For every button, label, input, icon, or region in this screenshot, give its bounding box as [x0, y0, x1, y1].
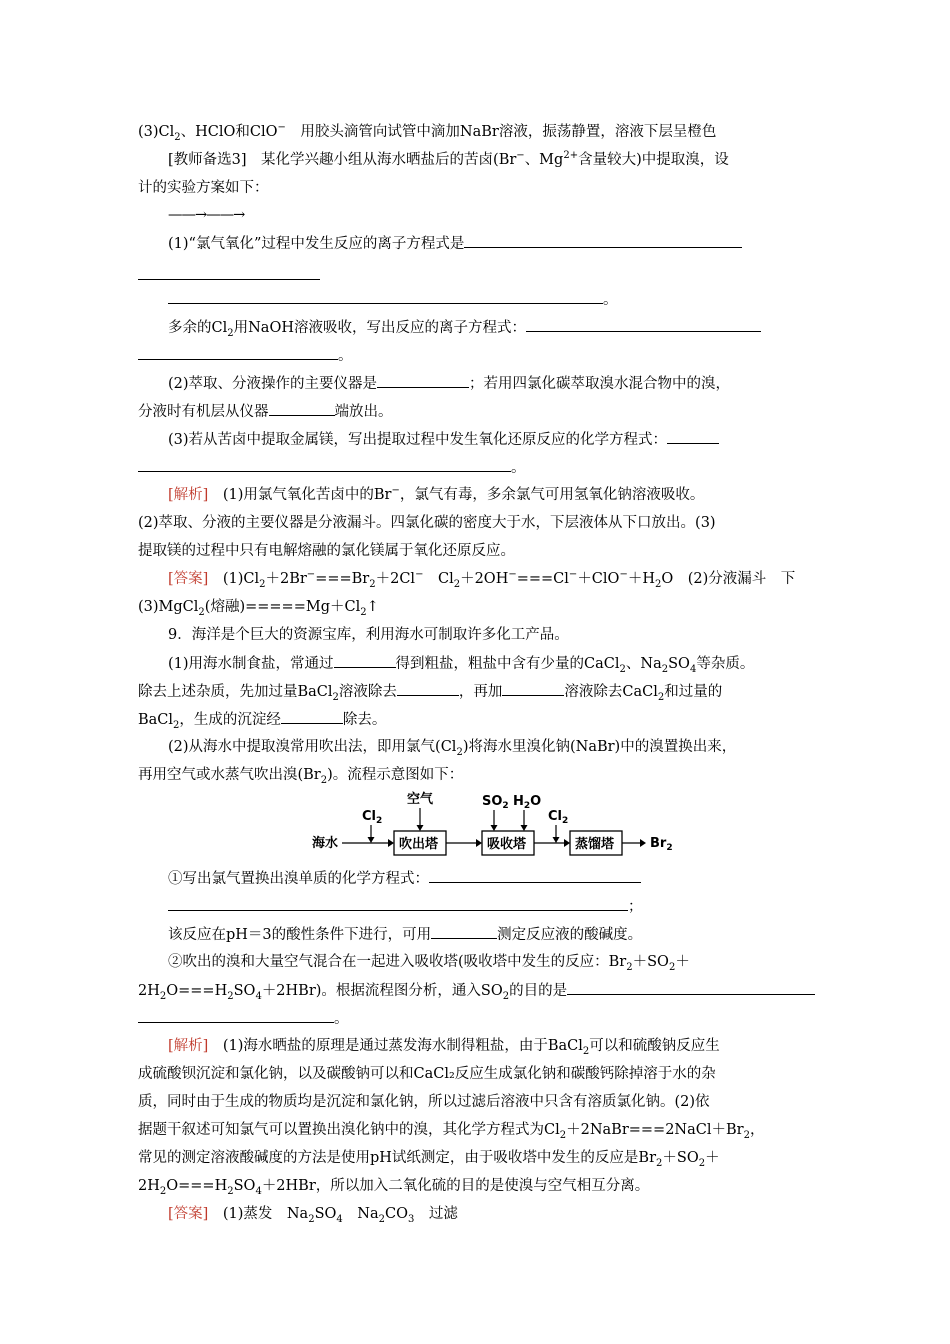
- label-cl2-second: $Cl_2$: [548, 809, 569, 826]
- question-3: (3)若从苦卤中提取金属镁，写出提取过程中发生氧化还原反应的化学方程式：: [168, 429, 719, 450]
- output-br2: $Br_2$: [650, 836, 673, 853]
- arrow-head: [368, 837, 375, 843]
- arrow-head: [417, 825, 424, 831]
- label-so2: $SO_2$: [482, 794, 509, 811]
- label-air: 空气: [407, 792, 434, 807]
- arrow-head: [521, 825, 528, 831]
- analysis-line: (2)萃取、分液的主要仪器是分液漏斗。四氯化碳的密度大于水，下层液体从下口放出。(3): [138, 515, 716, 531]
- analysis-1: [解析] (1)用氯气氧化苦卤中的Br−，氯气有毒，多余氯气可用氢氧化钠溶液吸收。: [168, 485, 705, 503]
- analysis-line: 据题干叙述可知氯气可以置换出溴化钠中的溴，其化学方程式为$Cl_2+2NaBr===2NaCl+Br_2$，: [138, 1122, 765, 1141]
- arrow-head: [564, 839, 570, 847]
- question-9-2: (2)从海水中提取溴常用吹出法，即用氯气$(Cl_2)$将海水里溴化钠(NaBr)中的溴置换出来，: [168, 739, 737, 758]
- question-1: (1)“氯气氧化”过程中发生反应的离子方程式是: [168, 233, 742, 254]
- analysis-9: [解析] (1)海水晒盐的原理是通过蒸发海水制得粗盐，由于BaCl$_2$可以和硫酸钠反应生: [168, 1038, 720, 1057]
- box1-label: 吹出塔: [399, 837, 439, 852]
- arrow-head: [476, 839, 482, 847]
- analysis-line: $2H_2O===H_2SO_4+2HBr$，所以加入二氧化硫的目的是使溴与空气相互分离。: [138, 1178, 650, 1197]
- text-line: BaCl$_2$，生成的沉淀经 除去。: [138, 709, 386, 730]
- box3-label: 蒸馏塔: [575, 837, 615, 852]
- question-stem: [教师备选3] 某化学兴趣小组从海水晒盐后的苦卤(Br−、$Mg^{2+}$含量较大)中提取溴，设: [168, 150, 729, 168]
- label-h2o: $H_2O$: [513, 794, 542, 811]
- analysis-line: 提取镁的过程中只有电解熔融的氯化镁属于氧化还原反应。: [138, 543, 515, 559]
- question-9-1: (1)用海水制食盐，常通过 得到粗盐，粗盐中含有少量的CaCl$_2$、$Na_2SO_4$等杂质。: [168, 653, 754, 674]
- arrow-head: [553, 837, 560, 843]
- arrow-head: [640, 839, 646, 847]
- answer-blank-line: 。: [168, 289, 618, 310]
- question-2: (2)萃取、分液操作的主要仪器是 ；若用四氯化碳萃取溴水混合物中的溴，: [168, 373, 730, 394]
- answer-line-3: $(3)Cl_2$、HClO和ClO− 用胶头滴管向试管中滴加NaBr溶液，振荡静置，溶液下层呈橙色: [138, 122, 717, 143]
- text-line: $2H_2O===H_2SO_4+2HBr$)。根据流程图分析，通入$SO_2$的目的是: [138, 980, 815, 1001]
- question-2b: 分液时有机层从仪器 端放出。: [138, 401, 393, 422]
- subquestion-2: ②吹出的溴和大量空气混合在一起进入吸收塔(吸收塔中发生的反应：$Br_2+SO_2+$: [168, 954, 690, 973]
- answer-9: [答案] (1)蒸发 $Na_2SO_4$ $Na_2CO_3$ 过滤: [168, 1206, 458, 1225]
- question-1b: 多余的$Cl_2$用NaOH溶液吸收，写出反应的离子方程式：: [168, 317, 761, 338]
- scheme-arrows: ——→——→: [168, 207, 245, 223]
- text-line: 计的实验方案如下：: [138, 180, 269, 196]
- answer-blank-line: 。: [138, 345, 353, 366]
- text-line: 再用空气或水蒸气吹出溴$(Br_2)$。流程示意图如下：: [138, 767, 464, 786]
- answer-blank-line: ；: [168, 896, 643, 917]
- subquestion-1: ①写出氯气置换出溴单质的化学方程式：: [168, 868, 641, 889]
- analysis-line: 成硫酸钡沉淀和氯化钠，以及碳酸钠可以和CaCl₂反应生成氯化钠和碳酸钙除掉溶于水的杂: [138, 1066, 716, 1082]
- text-line: 除去上述杂质，先加过量BaCl$_2$溶液除去 ，再加 溶液除去CaCl$_2$和过量的: [138, 681, 722, 702]
- input-seawater: 海水: [312, 836, 339, 851]
- question-9: 9．海洋是个巨大的资源宝库，利用海水可制取许多化工产品。: [168, 627, 569, 643]
- answer-blank: [138, 279, 320, 280]
- answer-1: [答案] $(1)Cl_2+2Br^-===Br_2+2Cl^-$ $Cl_2+2OH^-===Cl^-+ClO^-+H_2O$ (2)分液漏斗 下: [168, 569, 796, 590]
- answer-blank-line: 。: [138, 457, 526, 478]
- arrow-head: [388, 839, 394, 847]
- label-cl2: $Cl_2$: [362, 809, 383, 826]
- flow-diagram: [310, 788, 680, 868]
- answer-blank-line: 。: [138, 1008, 349, 1029]
- text-line: 该反应在pH＝3的酸性条件下进行，可用 测定反应液的酸碱度。: [168, 924, 642, 945]
- arrow-head: [491, 825, 498, 831]
- answer-line: (3)MgCl$_2$(熔融)$=====Mg+Cl_2↑$: [138, 599, 379, 618]
- box2-label: 吸收塔: [487, 837, 527, 852]
- analysis-line: 质，同时由于生成的物质均是沉淀和氯化钠，所以过滤后溶液中只含有溶质氯化钠。(2)依: [138, 1094, 710, 1110]
- analysis-line: 常见的测定溶液酸碱度的方法是使用pH试纸测定，由于吸收塔中发生的反应是$Br_2+SO_2+$: [138, 1150, 720, 1169]
